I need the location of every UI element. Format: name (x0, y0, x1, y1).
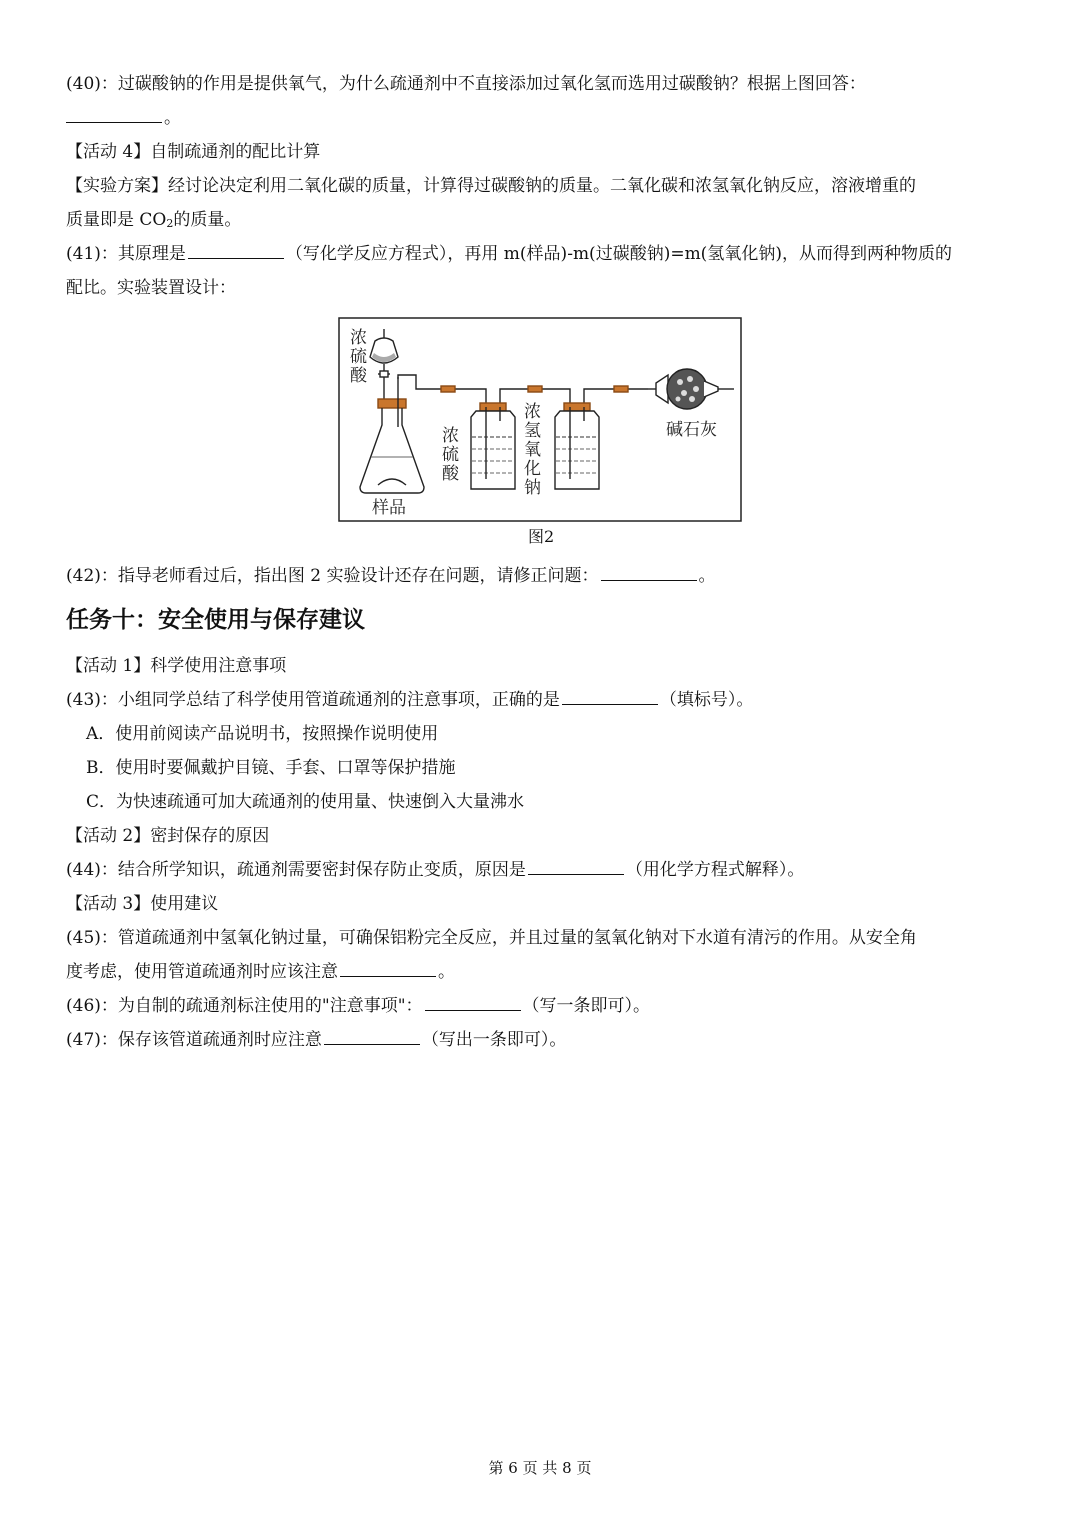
plan-line2-subscript: 2 (166, 217, 174, 230)
q40-line1: (40)：过碳酸钠的作用是提供氧气，为什么疏通剂中不直接添加过氧化氢而选用过碳酸钠？根据上图回答： (66, 74, 866, 94)
q44-line (66, 858, 1016, 882)
q44-pre: (44)：结合所学知识，疏通剂需要密封保存防止变质，原因是 (66, 860, 526, 880)
activity2-title: 【活动 2】密封保存的原因 (66, 826, 270, 846)
label-acid1-0: 浓 (350, 328, 367, 348)
q43-answer-blank[interactable] (562, 688, 658, 705)
gas-bottle-1 (471, 403, 515, 489)
q41-post: （写化学反应方程式），再用 m(样品)-m(过碳酸钠)=m(氢氧化钠)，从而得到两种物质的 (285, 244, 952, 264)
q42-answer-blank[interactable] (601, 564, 697, 581)
task10-title: 任务十：安全使用与保存建议 (66, 607, 365, 633)
q43-option-b: B．使用时要佩戴护目镜、手套、口罩等保护措施 (86, 758, 456, 778)
label-acid2-2: 酸 (442, 464, 459, 484)
apparatus-diagram (338, 317, 742, 522)
label-soda-lime: 碱石灰 (666, 420, 717, 440)
q44-post: （用化学方程式解释）。 (625, 860, 805, 880)
q46-pre: (46)：为自制的疏通剂标注使用的"注意事项"： (66, 996, 423, 1016)
label-naoh-1: 氢 (524, 421, 541, 441)
q45-line2 (66, 960, 1016, 984)
q42-end: 。 (698, 566, 716, 586)
label-naoh-4: 钠 (524, 478, 541, 498)
activity4-plan-line1: 【实验方案】经讨论决定利用二氧化碳的质量，计算得过碳酸钠的质量。二氧化碳和浓氢氧化钠反应，溶液增重的 (66, 176, 916, 196)
q47-post: （写出一条即可）。 (421, 1030, 567, 1050)
q47-pre: (47)：保存该管道疏通剂时应注意 (66, 1030, 322, 1050)
label-acid2-0: 浓 (442, 426, 459, 446)
q46-answer-blank[interactable] (425, 994, 521, 1011)
q43-line (66, 688, 1016, 712)
label-naoh-0: 浓 (524, 402, 541, 422)
q42-line (66, 564, 1016, 588)
q40-end: 。 (164, 108, 181, 128)
plan-line2-post: 的质量。 (173, 210, 242, 230)
q47-line (66, 1028, 1016, 1052)
q42-pre: (42)：指导老师看过后，指出图 2 实验设计还存在问题，请修正问题： (66, 566, 599, 586)
activity4-plan-line2 (66, 208, 1016, 236)
q47-answer-blank[interactable] (324, 1028, 420, 1045)
q41-pre: (41)：其原理是 (66, 244, 186, 264)
q43-post: （填标号）。 (659, 690, 754, 710)
q45-line1: (45)：管道疏通剂中氢氧化钠过量，可确保铝粉完全反应，并且过量的氢氧化钠对下水道有清污的作用。从安全角 (66, 928, 917, 948)
q43-pre: (43)：小组同学总结了科学使用管道疏通剂的注意事项，正确的是 (66, 690, 560, 710)
q45-pre2: 度考虑，使用管道疏通剂时应该注意 (66, 962, 338, 982)
q40-answer-blank[interactable] (66, 106, 162, 123)
label-acid2-1: 硫 (442, 445, 459, 465)
plan-line2-pre: 质量即是 CO (66, 210, 167, 230)
q46-line (66, 994, 1016, 1018)
apparatus-figure (338, 317, 742, 522)
label-acid1-2: 酸 (350, 366, 367, 386)
page-footer: 第 6 页 共 8 页 (488, 1459, 592, 1477)
q45-answer-blank[interactable] (340, 960, 436, 977)
activity4-title: 【活动 4】自制疏通剂的配比计算 (66, 142, 321, 162)
q44-answer-blank[interactable] (528, 858, 624, 875)
figure-caption: 图2 (528, 527, 555, 546)
activity1-title: 【活动 1】科学使用注意事项 (66, 656, 287, 676)
q43-option-c: C．为快速疏通可加大疏通剂的使用量、快速倒入大量沸水 (86, 792, 525, 812)
label-acid1-1: 硫 (350, 347, 367, 367)
label-naoh-3: 化 (524, 459, 541, 479)
gas-bottle-2 (555, 403, 599, 489)
q41-line1 (66, 242, 1016, 266)
q41-answer-blank[interactable] (188, 242, 284, 259)
q40-answer-line (66, 106, 1016, 130)
q46-post: （写一条即可）。 (522, 996, 651, 1016)
label-sample: 样品 (372, 498, 406, 518)
q41-line2: 配比。实验装置设计： (66, 278, 236, 298)
label-naoh-2: 氧 (524, 440, 541, 460)
q43-option-a: A．使用前阅读产品说明书，按照操作说明使用 (86, 724, 439, 744)
q45-end: 。 (438, 962, 455, 982)
activity3-title: 【活动 3】使用建议 (66, 894, 219, 914)
